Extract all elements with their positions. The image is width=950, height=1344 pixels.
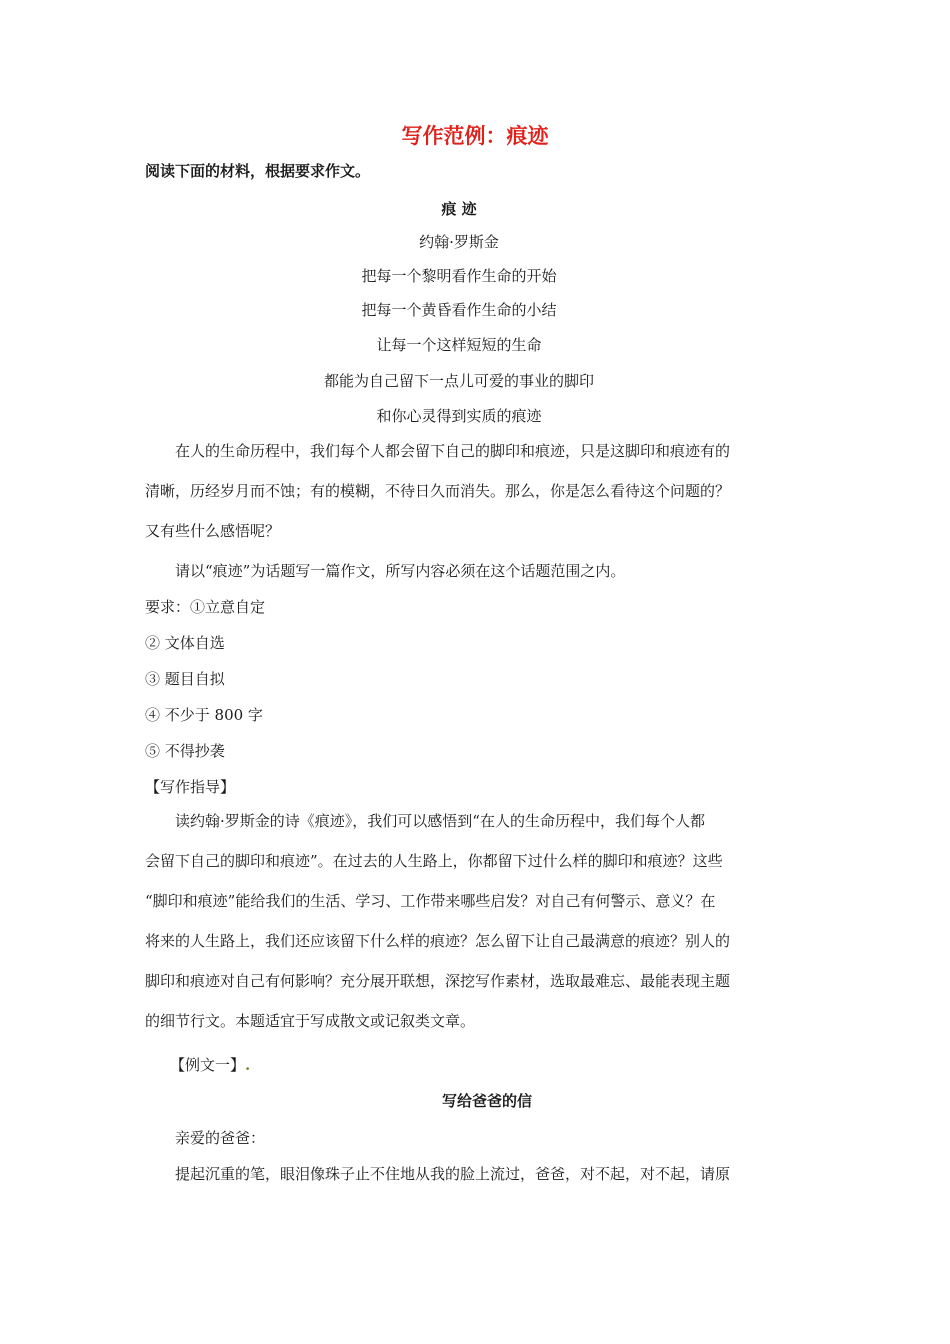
requirement-item: ③ 题目自拟 bbox=[145, 670, 225, 688]
requirement-item: ④ 不少于 800 字 bbox=[145, 706, 263, 724]
guide-line: 会留下自己的脚印和痕迹”。在过去的人生路上，你都留下过什么样的脚印和痕迹？这些 bbox=[145, 852, 723, 870]
intro-line: 清晰，历经岁月而不蚀；有的模糊，不待日久而消失。那么，你是怎么看待这个问题的？ bbox=[145, 482, 731, 500]
guide-line: 将来的人生路上，我们还应该留下什么样的痕迹？怎么留下让自己最满意的痕迹？别人的 bbox=[145, 932, 731, 950]
example-dot: . bbox=[245, 1056, 251, 1074]
page-title: 写作范例：痕迹 bbox=[401, 124, 549, 148]
guide-paragraph bbox=[145, 801, 805, 1041]
instruction-text: 阅读下面的材料，根据要求作文。 bbox=[145, 162, 371, 180]
guide-line: 脚印和痕迹对自己有何影响？充分展开联想，深挖写作素材，选取最难忘、最能表现主题 bbox=[145, 972, 731, 990]
intro-paragraph bbox=[145, 431, 805, 551]
example-label bbox=[170, 1054, 250, 1076]
poem-author: 约翰·罗斯金 bbox=[419, 233, 499, 251]
guide-line: 读约翰·罗斯金的诗《痕迹》，我们可以感悟到“在人的生命历程中，我们每个人都 bbox=[175, 812, 705, 830]
poem-line: 都能为自己留下一点儿可爱的事业的脚印 bbox=[323, 372, 594, 390]
intro-line: 又有些什么感悟呢？ bbox=[145, 522, 281, 540]
requirement-item: ⑤ 不得抄袭 bbox=[145, 742, 225, 760]
guide-line: 的细节行文。本题适宜于写成散文或记叙类文章。 bbox=[145, 1012, 476, 1030]
poem-line: 把每一个黎明看作生命的开始 bbox=[361, 267, 557, 285]
prompt-text: 请以“痕迹”为话题写一篇作文，所写内容必须在这个话题范围之内。 bbox=[175, 562, 626, 580]
essay-title: 写给爸爸的信 bbox=[441, 1092, 532, 1110]
poem-line: 和你心灵得到实质的痕迹 bbox=[376, 407, 542, 425]
guide-heading: 【写作指导】 bbox=[145, 778, 236, 796]
example-label-text: 【例文一】 bbox=[170, 1056, 246, 1074]
intro-line: 在人的生命历程中，我们每个人都会留下自己的脚印和痕迹，只是这脚印和痕迹有的 bbox=[175, 442, 731, 460]
poem-line: 把每一个黄昏看作生命的小结 bbox=[361, 301, 557, 319]
poem-title: 痕 迹 bbox=[441, 200, 477, 218]
requirement-item: ② 文体自选 bbox=[145, 634, 225, 652]
essay-first-line: 提起沉重的笔，眼泪像珠子止不住地从我的脸上流过，爸爸，对不起，对不起，请原 bbox=[175, 1165, 731, 1183]
poem-line: 让每一个这样短短的生命 bbox=[376, 336, 542, 354]
salutation: 亲爱的爸爸： bbox=[175, 1129, 266, 1147]
requirement-item: 要求：①立意自定 bbox=[145, 598, 266, 616]
guide-line: “脚印和痕迹”能给我们的生活、学习、工作带来哪些启发？对自己有何警示、意义？在 bbox=[145, 892, 716, 910]
